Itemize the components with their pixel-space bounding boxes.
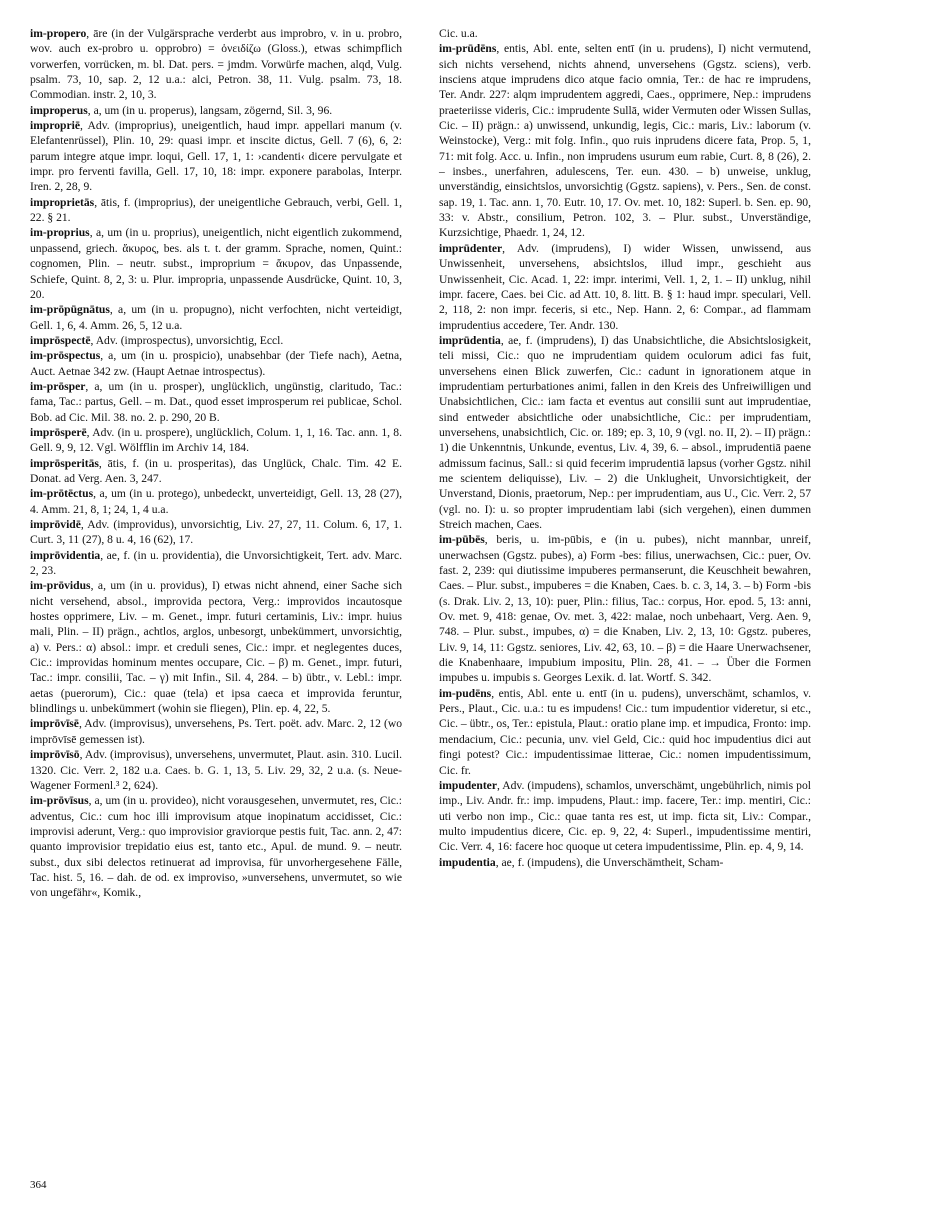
entry-headword: imprōspectē xyxy=(30,333,91,347)
entry-definition: , a, um (in u. protego), unbedeckt, unverteidigt, Gell. 13, 28 (27), 4. Amm. 21, 8, 1; 24, 1, 4 u.a. xyxy=(30,487,402,516)
entry-headword: imprōvidentia xyxy=(30,548,101,562)
entry-definition: , a, um (in u. propugno), nicht verfochten, nicht verteidigt, Gell. 1, 6, 4. Amm. 26, 5, 12 u.a. xyxy=(30,303,402,332)
entry-headword: imprōvīsō xyxy=(30,748,80,762)
entry-definition: , Adv. (imprudens), I) wider Wissen, unwissend, aus Unwissenheit, unversehens, absichtslos, illud impr., geschieht aus Unwissenheit, Cic. Acad. 1, 22: impr. interimi, Vell. 1, 2, 1. – II) unklug, nihil impr. facere, Caes. bei Cic. ad Att. 10, 8. litt. B. § 1: haud impr. speculari, Vell. 2, 118, 2: non impr. feceris, si etc., Nep. Hann. 2, 6: Compar., ad flammam imprudentius accedere, Ter. Andr. 130. xyxy=(439,241,811,332)
dictionary-entry xyxy=(30,425,402,456)
dictionary-entry xyxy=(30,379,402,425)
page-number: 364 xyxy=(30,1179,47,1191)
entry-headword: impudentia xyxy=(439,855,496,869)
entry-definition: , Adv. (in u. prospere), unglücklich, Colum. 1, 1, 16. Tac. ann. 1, 8. Gell. 9, 9, 12. Vgl. Wölfflin im Archiv 14, 184. xyxy=(30,425,402,455)
entry-headword: imprōsperitās xyxy=(30,456,99,470)
dictionary-entry xyxy=(439,241,811,333)
entry-headword: im-prōvidus xyxy=(30,579,91,593)
dictionary-entry xyxy=(30,486,402,517)
entry-definition: , a, um (in u. prospicio), unabsehbar (der Tiefe nach), Aetna, Auct. Aetnae 342 zw. (Haupt Aetnae introspectus). xyxy=(30,349,402,378)
entry-definition: , Adv. (improprius), uneigentlich, haud impr. appellari manum (v. Elefantenrüssel), Plin. 10, 29: quasi impr. et inscite dictus, Gell. 7 (6), 6, 2: parum integre atque impr. loqui, Gell. 17, 1, 1: ›candenti‹ dicere pervulgate et impr. pro ferventi favilla, Gell. 17, 10, 18: impr. exponere parabolas, Interpr. Iren. 2, 28, 9. xyxy=(30,119,402,194)
entry-definition: , ātis, f. (in u. prosperitas), das Unglück, Chalc. Tim. 42 E. Donat. ad Verg. Aen. 3, 247. xyxy=(30,456,402,485)
dictionary-entry xyxy=(439,26,811,41)
dictionary-entry xyxy=(30,548,402,579)
entry-headword: im-pudēns xyxy=(439,686,492,700)
entry-definition: , a, um (in u. prosper), unglücklich, ungünstig, claritudo, Tac.: fama, Tac.: partus, Gell. – m. Dat., quod esset improsperum rei publicae, Schol. Bob. ad Cic. Mil. 38. no. 2. p. 290, 20 B. xyxy=(30,379,402,424)
dictionary-entry xyxy=(439,855,811,870)
dictionary-entry xyxy=(30,517,402,548)
dictionary-entry xyxy=(439,686,811,778)
dictionary-entry xyxy=(439,532,811,685)
entry-headword: imprūdentia xyxy=(439,333,501,347)
entry-headword: im-propero xyxy=(30,27,87,40)
entry-headword: im-prōspectus xyxy=(30,349,101,363)
dictionary-entry xyxy=(439,41,811,240)
entry-definition: Cic. u.a. xyxy=(439,27,478,40)
dictionary-entry xyxy=(30,747,402,793)
left-column xyxy=(30,26,402,901)
dictionary-entry xyxy=(30,195,402,226)
entry-headword: im-pūbēs xyxy=(439,533,485,547)
entry-headword: im-prōvīsus xyxy=(30,794,89,808)
dictionary-entry xyxy=(30,716,402,747)
dictionary-entry xyxy=(439,778,811,855)
entry-definition: , a, um (in u. proprius), uneigentlich, nicht eigentlich zukommend, unpassend, griech. ἄκυρος, bes. als t. t. der gramm. Sprache, nomen, Quint.: cognomen, Plin. – neutr. subst., improprium = ἄκυρον, das Unpassende, Schiefe, Quint. 8, 2, 3: u. Plur. impropria, unpassende Ausdrücke, Quint. 10, 3, 20. xyxy=(30,226,402,301)
entry-headword: impropriē xyxy=(30,119,81,133)
entry-headword: im-proprius xyxy=(30,226,90,240)
dictionary-entry xyxy=(30,26,402,103)
entry-headword: imprōvīsē xyxy=(30,717,79,731)
entry-headword: improperus xyxy=(30,103,88,117)
entry-definition: , ae, f. (in u. providentia), die Unvorsichtigkeit, Tert. adv. Marc. 2, 23. xyxy=(30,548,402,578)
entry-headword: im-prōpūgnātus xyxy=(30,303,110,317)
entry-definition: , entis, Abl. ente, selten entī (in u. prudens), I) nicht vermutend, sich nichts versehend, nichts ahnend, unversehens (Ggstz. sciens), verb. insciens atque imprudens dico atque facio omnia, Ter.: de hac re imprudens, Ter. Andr. 227: alqm imprudentem aggredi, Caes., opprimere, Nep.: imprudens praeteriisse videris, Cic.: imprudente Sullā, wider Vermuten oder Wissen Sullas, Cic. – II) prägn.: a) unwissend, unkundig, legis, Cic.: maris, Liv.: laborum (v. Weinstocke), Verg.: mit folg. Infin., quo ruis inprudens dicere fata, Prop. 5, 1, 71: mit folg. Acc. u. Infin., non imprudens usurum eum rabie, Curt. 8, 8 (26), 2. – insbes., unerfahren, adulescens, Ter. eun. 430. – b) unweise, unklug, unverständig, einsichtslos, unvorsichtig (Ggstz. sapiens), v. Pers., Sen. de const. sap. 19, 1. Tac. ann. 1, 70. Eutr. 10, 17. Ov. met. 10, 182: Superl. b. Sen. ep. 90, 33: v. Abstr., consilium, Petron. 102, 3. – Plur. subst., Unverständige, Kurzsichtige, Phaedr. 1, 24, 12. xyxy=(439,42,811,240)
entry-definition: , a, um (in u. providus), I) etwas nicht ahnend, einer Sache sich nicht versehend, absol., improvida pectora, Verg.: improvidos incautosque hostes opprimere, Liv. – m. Genet., impr. futuri certaminis, Liv.: impr. huius mali, Plin. – II) prägn., achtlos, arglos, unbesorgt, unbekümmert, unvorsichtig, a) v. Pers.: α) absol.: impr. et creduli senes, Cic.: impr. et neglegentes duces, Cic.: improvidas hominum mentes occupare, Cic. – β) m. Genet., impr. futuri, Tac.: impr. consilii, Tac. – γ) mit Infin., Sil. 4, 284. – b) übtr., v. Lebl.: impr. aetas (puerorum), Cic.: quae (tela) et ipsa caeca et improvida feruntur, blindlings u. unbekümmert (wohin sie fliegen), Plin. ep. 4, 22, 5. xyxy=(30,579,402,716)
entry-headword: im-prōsper xyxy=(30,379,86,393)
dictionary-entry xyxy=(30,456,402,487)
entry-headword: imprūdenter xyxy=(439,241,503,255)
entry-headword: im-prōtēctus xyxy=(30,487,94,501)
entry-definition: , Adv. (improvisus), unversehens, unvermutet, Plaut. asin. 310. Lucil. 1320. Cic. Verr. 2, 182 u.a. Caes. b. G. 1, 13, 5. Liv. 29, 32, 2 u.a. (s. Neue-Wagener Formenl.³ 2, 624). xyxy=(30,748,402,792)
dictionary-entry xyxy=(30,793,402,900)
entry-headword: improprietās xyxy=(30,195,95,209)
entry-headword: imprōvidē xyxy=(30,518,81,531)
entry-definition: , ae, f. (impudens), die Unverschämtheit, Scham- xyxy=(495,855,724,869)
dictionary-entry xyxy=(30,348,402,379)
dictionary-entry xyxy=(30,578,402,716)
entry-definition: , a, um (in u. properus), langsam, zögernd, Sil. 3, 96. xyxy=(87,103,333,117)
entry-headword: imprōsperē xyxy=(30,425,87,439)
entry-definition: , Adv. (impudens), schamlos, unverschämt, ungebührlich, nimis pol imp., Liv. Andr. fr.: imp. impudens, Plaut.: imp. facere, Ter.: imp. mentiri, Cic.: uti verbo non imp., Cic.: quae tanta res est, ut imp. ficta sit, Liv.: Compar., multo impudentius dicere, Cic. ep. 9, 22, 4: Superl., impudentissime mentiri, Cic. Verr. 4, 16: facere hoc quoque ut cetera impudentissime, Plin. ep. 4, 9, 14. xyxy=(439,778,811,854)
entry-definition: , āre (in der Vulgärsprache verderbt aus improbro, v. in u. probro, wov. auch ex-probro u. opprobro) = ὀνειδίζω (Gloss.), etwas schimpflich vorwerfen, vorrücken, m. bl. Dat. pers. = jmdm. Vorwürfe machen, alqd, Vulg. psalm. 73, 10, sap. 2, 12 u.a.: alci, Petron. 38, 11. Vulg. psalm. 73, 18. Commodian. instr. 2, 10, 3. xyxy=(30,27,402,102)
entry-definition: , beris, u. im-pūbis, e (in u. pubes), nicht mannbar, unreif, unerwachsen (Ggstz. pubes), a) Form -bes: filius, unerwachsen, Cic.: puer, Ov. fast. 2, 239: qui diutissime impuberes permanserunt, die Keuschheit bewahren, Caes. – Plur. subst., impuberes = die Knaben, Caes. b. c. 3, 14, 3. – b) Form -bis (s. Drak. Liv. 2, 13, 10): puer, Plin.: filius, Tac.: corpus, Hor. epod. 5, 13: anni, Ov. met. 9, 418: genae, Ov. met. 3, 422: malae, noch unbehaart, Verg. Aen. 9, 748. – Plur. subst., impubes, α) = die Knaben, Liv. 2, 13, 10: Ggstz. puberes, Liv. 9, 14, 11: Ggstz. seniores, Liv. 42, 63, 10. – β) = die Haare Unerwachsener, die Knabenhaare, impubium impositu, Plin. 28, 41. – → Über die Formen impubes u. impubis s. Georges Lexik. d. lat. Wortf. S. 342. xyxy=(439,533,811,685)
entry-definition: , ae, f. (imprudens), I) das Unabsichtliche, die Absichtslosigkeit, teli missi, Cic.: quo ne imprudentiam quidem oculorum adici fas fuit, unversehens einen Blick zuwerfen, Cic.: cadunt in ignorationem atque in imprudentiam perturbationes animi, fallen in den Kreis des Unfreiwilligen und Unabsichtlichen, Cic.: iam facta et eventus aut consilii sunt aut imprudentiae, sind entweder absichtliche oder unabsichtliche, Cic.: per imprudentiam, unversehens, unabsichtlich, Cic. or. 189; ep. 3, 10, 9 (vgl. no. II, 2). – II) prägn.: 1) die Unkenntnis, Unkunde, eventus, Liv. 4, 39, 6. – absol., imprudentiā paene admissum facinus, Sall.: si quid fecerim imprudentiā lapsus (vorher Ggstz. nihil me scientem deliquisse), Liv. – 2) die Unklugheit, Unvorsichtigkeit, der Unverstand, Dionis, praetorum, Nep.: per imprudentiam, aus U., Cic. Verr. 2, 57 (vgl. no. I): u. so propter imprudentiam labi (sich vergehen), einen dummen Streich machen, Caes. xyxy=(439,333,811,531)
dictionary-entry xyxy=(439,333,811,532)
dictionary-entry xyxy=(30,302,402,333)
dictionary-entry xyxy=(30,103,402,118)
right-column xyxy=(439,26,811,870)
entry-definition: , a, um (in u. provideo), nicht vorausgesehen, unvermutet, res, Cic.: adventus, Cic.: cum hoc illi improvisum atque inopinatum accidisset, Cic.: improvisi aderunt, Verg.: quo improvisior graviorque pestis fuit, Tac. ann. 2, 47: quanto improvisior trepidatio eius est, tanto etc., Apul. de mund. 9. – neutr. subst., dux sibi delectos retinuerat ad improvisa, für unvorhergesehene Fälle, Tac. hist. 5, 16. – dah. de od. ex improviso, »unversehens, unvermutet, so wie von ungefähr«, Komik., xyxy=(30,794,402,900)
entry-definition: , Adv. (improvisus), unversehens, Ps. Tert. poët. adv. Marc. 2, 12 (wo imprōvīsē gemessen ist). xyxy=(30,717,402,746)
entry-definition: , entis, Abl. ente u. entī (in u. pudens), unverschämt, schamlos, v. Pers., Plaut., Cic. u.a.: tu es impudens! Cic.: tum impudentior videretur, si etc., Cic. – übtr., os, Ter.: epistula, Plaut.: oratio plane imp. et impudica, Fronto: imp. mendacium, Cic.: pecunia, unv. viel Geld, Cic.: quid hoc impudentius dici aut fingi potest? Cic.: impudentissimae litterae, Cic.: nomen impudentissimum, Cic. fr. xyxy=(439,686,811,777)
entry-definition: , ātis, f. (improprius), der uneigentliche Gebrauch, verbi, Gell. 1, 22. § 21. xyxy=(30,195,402,225)
dictionary-entry xyxy=(30,333,402,348)
dictionary-entry xyxy=(30,225,402,302)
dictionary-entry xyxy=(30,118,402,195)
entry-headword: impudenter xyxy=(439,778,497,792)
entry-definition: , Adv. (improspectus), unvorsichtig, Eccl. xyxy=(90,333,284,347)
entry-definition: , Adv. (improvidus), unvorsichtig, Liv. 27, 27, 11. Colum. 6, 17, 1. Curt. 3, 11 (27), 8 u. 4, 16 (62), 17. xyxy=(30,518,402,547)
entry-headword: im-prūdēns xyxy=(439,42,497,56)
